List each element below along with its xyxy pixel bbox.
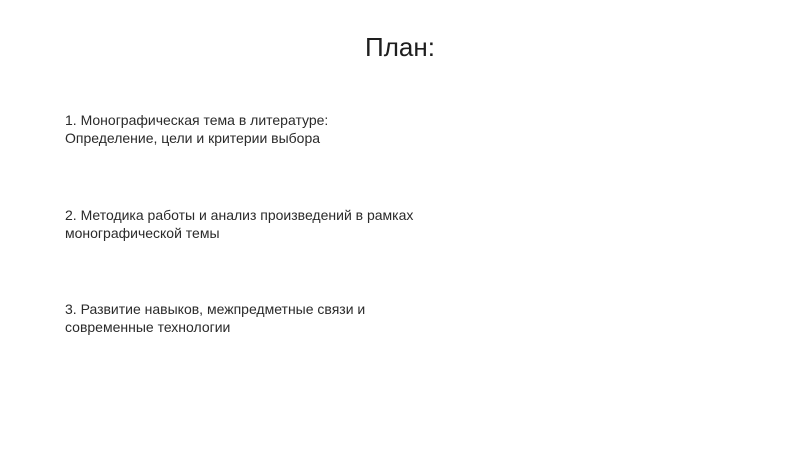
- slide-title: План:: [365, 32, 435, 62]
- plan-item-3-line-2: современные технологии: [65, 319, 231, 335]
- plan-item-2: [65, 206, 485, 242]
- plan-item-1-line-2: Определение, цели и критерии выбора: [65, 130, 321, 146]
- plan-item-1-line-1: 1. Монографическая тема в литературе:: [65, 112, 329, 128]
- plan-item-3: [65, 300, 485, 336]
- plan-item-1: [65, 111, 485, 147]
- plan-item-3-line-1: 3. Развитие навыков, межпредметные связи и: [65, 301, 366, 317]
- plan-item-2-line-1: 2. Методика работы и анализ произведений в рамках: [65, 207, 414, 223]
- plan-item-2-line-2: монографической темы: [65, 225, 220, 241]
